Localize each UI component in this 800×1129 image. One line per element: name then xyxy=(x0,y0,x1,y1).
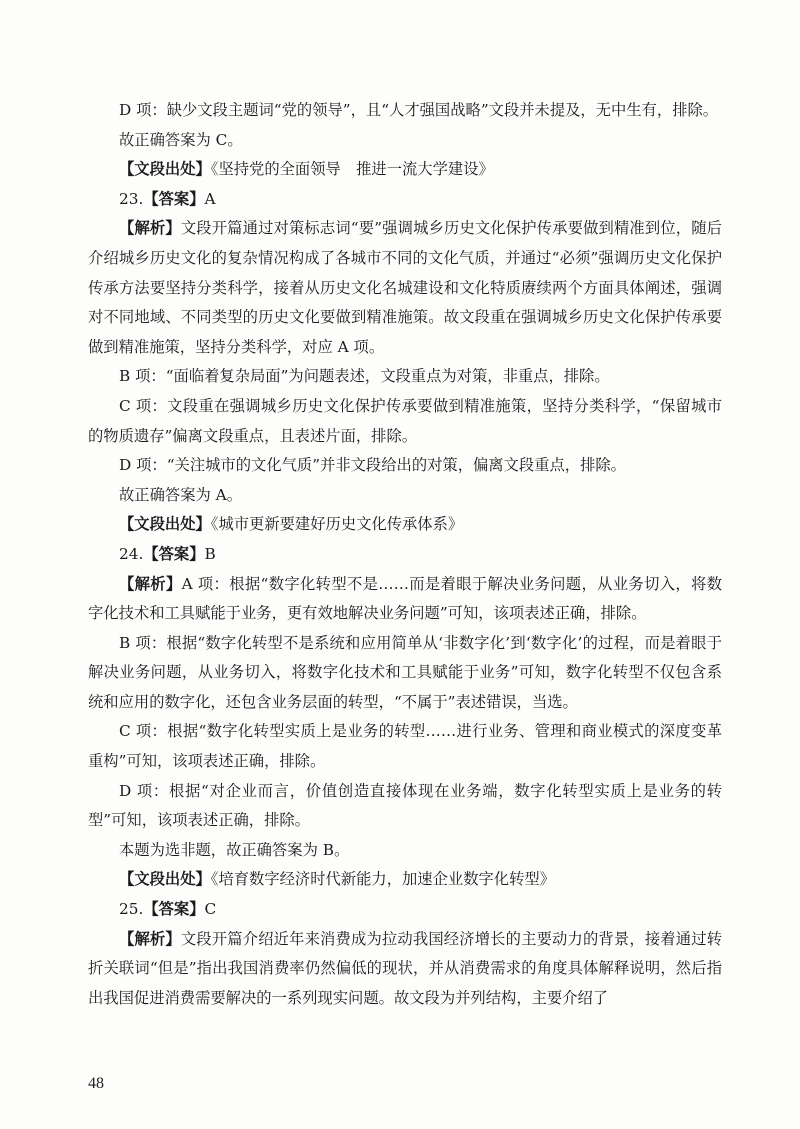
q25-analysis xyxy=(88,925,722,1014)
q24-answer-line: 本题为选非题，故正确答案为 B。 xyxy=(119,840,350,859)
q25-answer-header xyxy=(88,895,722,925)
question-number: 23. xyxy=(119,189,144,208)
q24-option-d: D 项：根据“对企业而言，价值创造直接体现在业务端，数字化转型实质上是业务的转型”可知，该项表述正确，排除。 xyxy=(88,781,722,830)
source-title: 《培育数字经济时代新能力，加速企业数字化转型》 xyxy=(210,870,555,889)
answer-tag: 【答案】 xyxy=(143,900,205,919)
q24-analysis-option-a xyxy=(88,570,722,629)
answer-tag: 【答案】 xyxy=(143,544,205,563)
question-number: 25. xyxy=(119,900,144,919)
analysis-text: 文段开篇介绍近年来消费成为拉动我国经济增长的主要动力的背景，接着通过转折关联词“但是”指出我国消费率仍然偏低的现状，并从消费需求的角度具体解释说明，然后指出我国促进消费需要解决的一系列现实问题。故文段为并列结构，主要介绍了 xyxy=(88,929,722,1007)
analysis-text: A 项：根据“数字化转型不是……而是着眼于解决业务问题，从业务切入，将数字化技术和工具赋能于业务，更有效地解决业务问题”可知，该项表述正确，排除。 xyxy=(88,574,722,623)
q24-answer-header xyxy=(88,540,722,570)
analysis-tag: 【解析】 xyxy=(119,929,181,948)
source-title: 《城市更新要建好历史文化传承体系》 xyxy=(210,515,464,534)
q24-option-c: C 项：根据“数字化转型实质上是业务的转型……进行业务、管理和商业模式的深度变革重构”可知，该项表述正确，排除。 xyxy=(88,722,722,771)
source-title: 《坚持党的全面领导 推进一流大学建设》 xyxy=(210,160,494,179)
q22-answer-line: 故正确答案为 C。 xyxy=(119,130,243,149)
analysis-tag: 【解析】 xyxy=(119,574,182,593)
analysis-tag: 【解析】 xyxy=(119,219,181,238)
q23-analysis xyxy=(88,214,722,362)
q23-answer-header xyxy=(88,185,722,215)
answer-value: C xyxy=(204,900,217,919)
source-tag: 【文段出处】 xyxy=(119,870,211,889)
q23-option-b: B 项：“面临着复杂局面”为问题表述，文段重点为对策，非重点，排除。 xyxy=(119,367,610,386)
answer-value: B xyxy=(204,544,216,563)
answer-tag: 【答案】 xyxy=(143,189,205,208)
q24-source-line xyxy=(88,865,722,895)
q23-source-line xyxy=(88,510,722,540)
source-tag: 【文段出处】 xyxy=(119,160,211,179)
question-number: 24. xyxy=(119,544,144,563)
page-number: 48 xyxy=(88,1075,104,1092)
q24-option-b: B 项：根据“数字化转型不是系统和应用简单从‘非数字化’到‘数字化’的过程，而是着眼于解决业务问题，从业务切入，将数字化技术和工具赋能于业务”可知，数字化转型不仅包含系统和应用的数字化，还包含业务层面的转型，“不属于”表述错误，当选。 xyxy=(88,633,722,711)
document-body xyxy=(88,96,722,1013)
analysis-text: 文段开篇通过对策标志词“要”强调城乡历史文化保护传承要做到精准到位，随后介绍城乡历史文化的复杂情况构成了各城市不同的文化气质，并通过“必须”强调历史文化保护传承方法要坚持分类科学，接着从历史文化名城建设和文化特质赓续两个方面具体阐述，强调对不同地域、不同类型的历史文化要做到精准施策。故文段重在强调城乡历史文化保护传承要做到精准施策，坚持分类科学，对应 A 项。 xyxy=(88,219,722,356)
q23-option-c: C 项：文段重在强调城乡历史文化保护传承要做到精准施策，坚持分类科学，“保留城市的物质遗存”偏离文段重点，且表述片面，排除。 xyxy=(88,396,722,445)
q22-source-line xyxy=(88,155,722,185)
source-tag: 【文段出处】 xyxy=(119,515,211,534)
q23-option-d: D 项：“关注城市的文化气质”并非文段给出的对策，偏离文段重点，排除。 xyxy=(119,456,626,475)
answer-value: A xyxy=(204,189,216,208)
q23-answer-line: 故正确答案为 A。 xyxy=(119,485,242,504)
q22-option-d: D 项：缺少文段主题词“党的领导”，且“人才强国战略”文段并未提及，无中生有，排除。 xyxy=(119,101,719,119)
